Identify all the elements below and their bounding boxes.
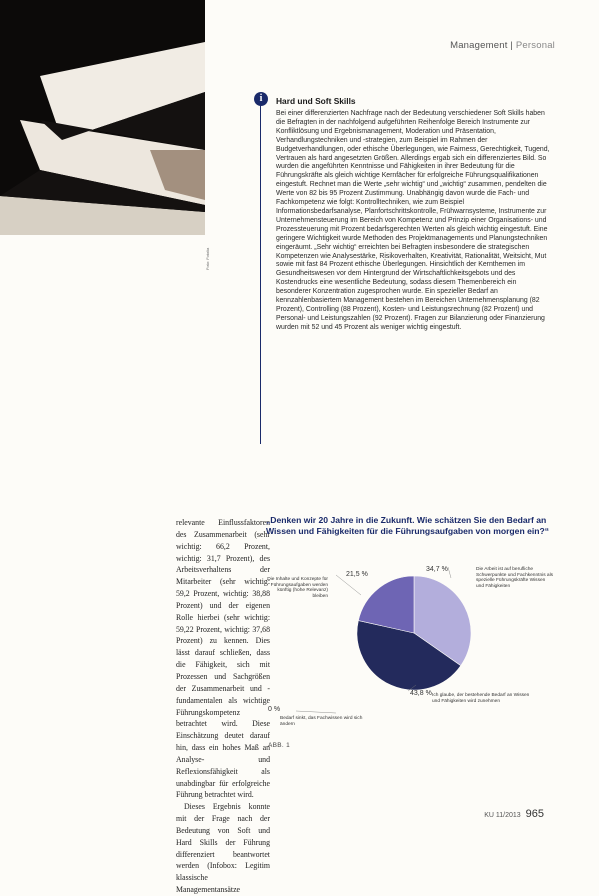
header-main: Management | [450,40,514,51]
page-footer [484,808,544,820]
body-paragraph-1: relevante Einflussfaktoren des Zusammenarbeit (sehr wichtig: 66,2 Prozent, wichtig: 31,7 Prozent), des Arbeitsverhaltens der Mitarbeiter (sehr wichtig: 59,2 Prozent, wichtig: 38,88 Prozent) und der eigenen Rolle hierbei (sehr wichtig: 59,22 Prozent, wichtig: 37,68 Prozent) zu kennen. Dies lässt darauf schließen, dass die Fähigkeit, sich mit Prozessen und Sachgrößen der Zusammenarbeit und -fundamentalen als wichtige Führungskompetenz betrachtet wird. Diese Einschätzung deutet darauf hin, dass ein hohes Maß an Analyse- und Reflexionsfähigkeit als unabdingbar für erfolgreiche Führung betrachtet wird. [176,518,270,800]
infobox [260,92,552,444]
pie-pct-label: 43,8 % [410,690,432,697]
journal-issue: KU 11/2013 [484,812,521,819]
pie-slice-text: Bedarf sinkt, das Fachwissen wird sich ändern [280,716,363,727]
pie-pct-label: 0 % [268,706,281,713]
body-paragraph-2: Dieses Ergebnis konnte mit der Frage nach der Bedeutung von Soft und Hard Skills der Führung differenziert beantwortet werden (Infobox: Legitim klassische Managementansätze [176,802,270,895]
photo-credit: Foto: Fotolia [205,247,210,270]
pie-leader-line [448,567,451,578]
pie-slice-text: Die Arbeit ist auf berufliche Schwerpunkte und Fachkenntnis als spezielle Führungskräfte Wissen und Fähigkeiten [476,567,554,589]
pie-leader-line [296,711,336,713]
pie-chart-figure [266,515,556,760]
piano-keys-photo [0,0,205,235]
header-section: Personal [515,40,555,51]
page-number: 965 [525,808,544,820]
chart-title: „Denken wir 20 Jahre in die Zukunft. Wie schätzen Sie den Bedarf an Wissen und Fähigkeiten für die Führungsaufgaben von morgen ein?“ [266,515,550,536]
pie-pct-label: 34,7 % [426,566,448,573]
pie-leader-line [336,575,361,595]
figure-caption: ABB. 1 [268,742,291,749]
infobox-body: Bei einer differenzierten Nachfrage nach der Bedeutung verschiedener Soft Skills haben die Befragten in der nachfolgend aufgeführten Reihenfolge Bereich Instrumente zur Konfliktlösung und Ergebnismanagement, Moderation und Präsentation, Verhandlungstechniken und -strategien, zum Beispiel im Rahmen der Budgetverhandlungen, oder ethische Überlegungen, wie Fairness, Gerechtigkeit, Tugend, Vertrauen als hard angesetzten Größen. Allerdings ergab sich ein differenziertes Bild. So wurden die angeführten Kenntnisse und Fähigkeiten in ihrer Bedeutung für die Führungskräfte als gleich wichtige Kernfächer für erfolgreiche Führungsqualifikationen eingestuft. Rechnet man die Werte „sehr wichtig“ und „wichtig“ zusammen, pendelten die Werte von 82 bis 95 Prozent Zustimmung. Unabhängig davon wurde die Fach- und Fachkompetenz wie folgt: Kontrolltechniken, wie zum Beispiel Informationsbedarfsanalyse, Planfortschrittskontrolle, Frühwarnsysteme, Instrumente zur Unternehmensteuerung im Bereich von Kompetenz und Prinzip einer Organisations- und Prozessteuerung mit Prozent bedarfsgerechten Werten als gleich wichtig eingestuft. Eine geringere Wichtigkeit wurde Methoden des Projektmanagements und Planungstechniken eingeräumt. „Sehr wichtig“ erreichten bei Befragten insbesondere die strategischen Kompetenzen wie Analysestärke, Risikoverhalten, Kreativität, Rationalität, Weitsicht, Mut sowie mit fast 84 Prozent ethische Überlegungen. Hinsichtlich der Kernthemen im Gesundheitswesen vor dem Hintergrund der Wirtschaftlichkeitsgebots und des Kostendrucks eine wesentliche Bedeutung, sodass diesem Themenbereich ein besonderer Konzentration zugesprochen wurde. Ein spezieller Bedarf an kennzahlenbasiertem Management bestehen im Bereichen Unternehmensplanung (82 Prozent), Controlling (88 Prozent), Kosten- und Leistungsrechnung (82 Prozent) und Personal- und Leistungszahlen (92 Prozent). Fragen zur Bilanzierung oder Finanzierung wurden mit 52 und 45 Prozent als weniger wichtig eingestuft. [276,110,550,331]
info-icon: i [254,92,268,106]
infobox-rule [260,100,261,444]
pie-slice-text: Die Inhalte und Konzepte für Führungsaufgaben werden künftig (hohe Relevanz) bleiben [267,577,328,599]
running-header [450,40,555,51]
infobox-title: Hard und Soft Skills [276,96,356,106]
pie-slice-text: Ich glaube, der bestehende Bedarf an Wissen und Fähigkeiten wird zunehmen [432,693,530,704]
pie-pct-label: 21,5 % [346,571,368,578]
body-column [176,517,270,896]
